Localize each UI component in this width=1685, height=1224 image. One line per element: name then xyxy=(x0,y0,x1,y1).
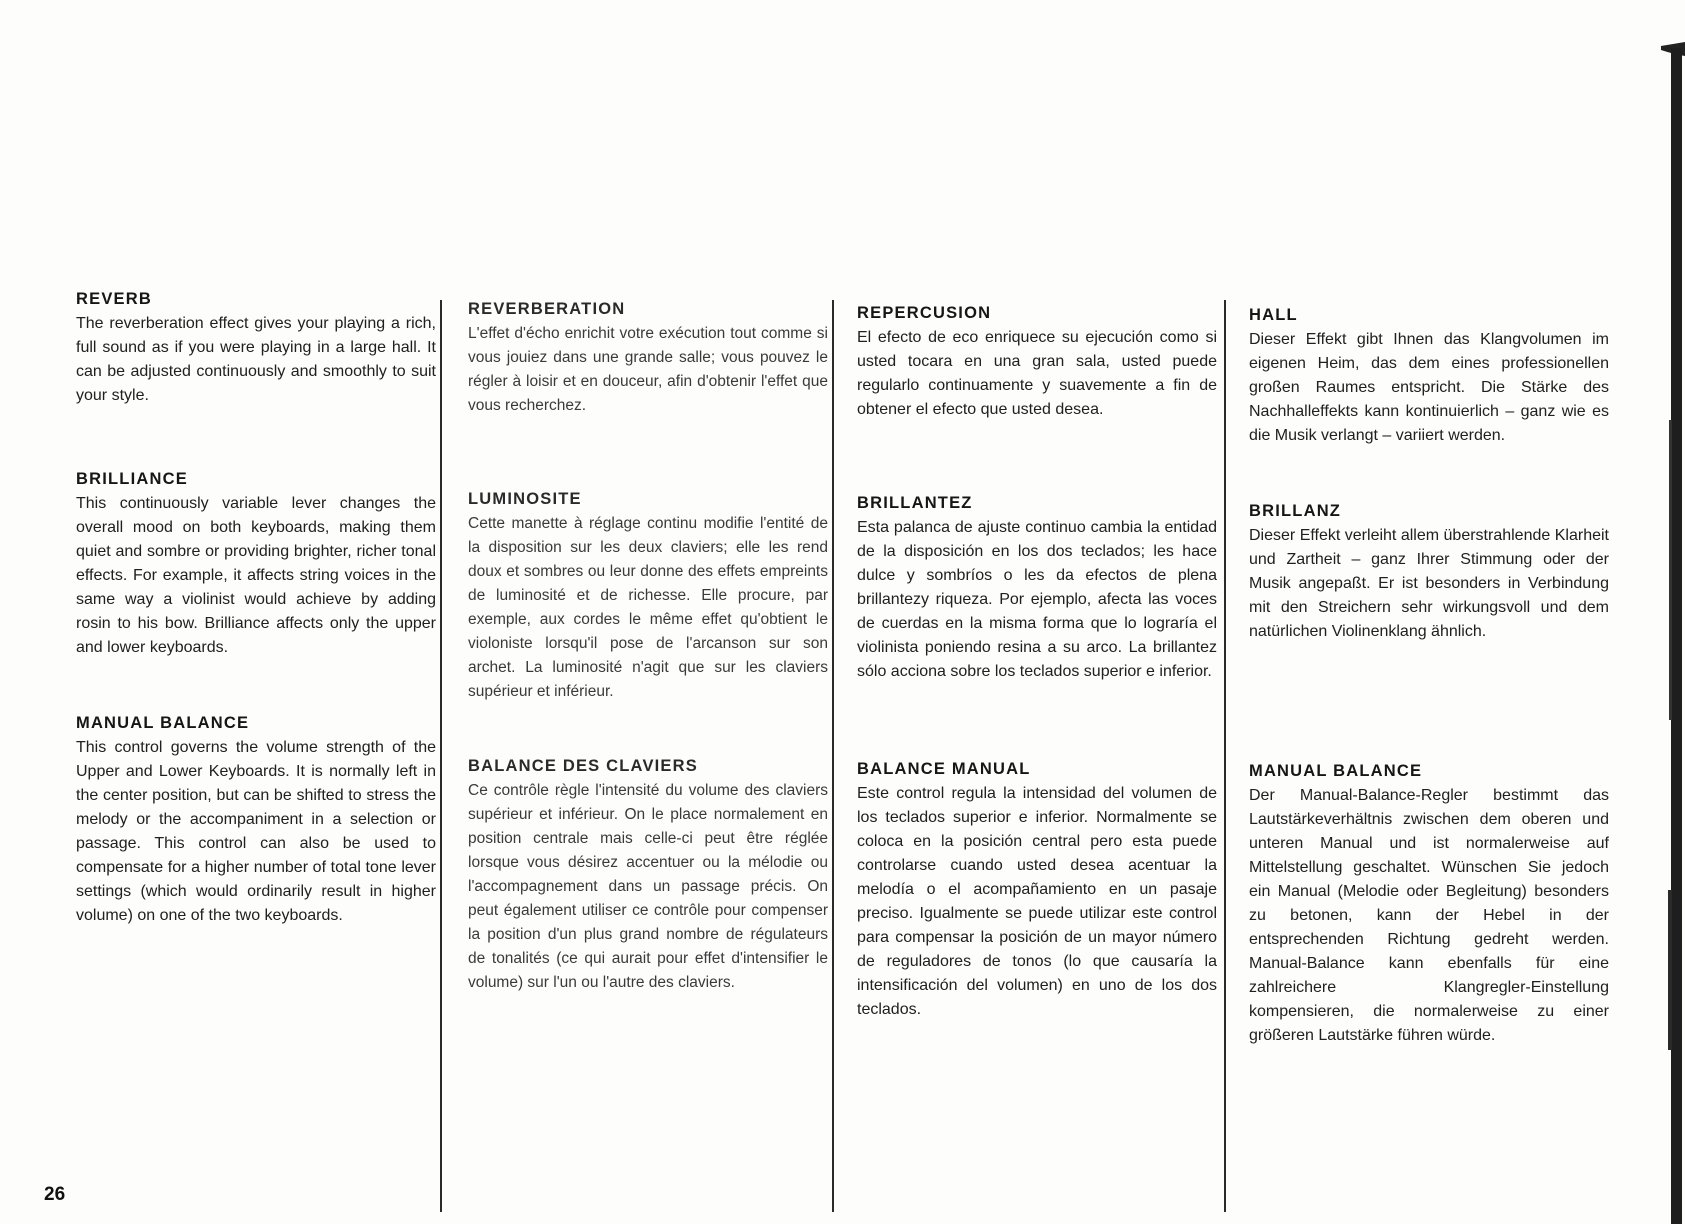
section-heading: BALANCE DES CLAVIERS xyxy=(468,757,698,775)
section-text: Dieser Effekt gibt Ihnen das Klangvolumen im eigenen Heim, das dem eines professionellen großen Raumes entspricht. Die Stärke des Nachhalleffekts kann kontinuierlich – ganz wie es die Musik verlangt – variiert werden. xyxy=(1249,331,1609,444)
section-text: This control governs the volume strength of the Upper and Lower Keyboards. It is normally left in the center position, but can be shifted to stress the melody or the accompaniment in a selection or passage. This control can also be used to compensate for a higher number of total tone lever settings (which would ordinarily result in higher volume) on one of the two keyboards. xyxy=(76,739,436,924)
section-heading: MANUAL BALANCE xyxy=(1249,762,1423,780)
section-brilliance xyxy=(1249,502,1609,644)
column-divider xyxy=(440,300,442,1212)
column-divider xyxy=(1224,300,1226,1212)
page-binding-edge xyxy=(1661,40,1685,1224)
section-reverb xyxy=(1249,306,1609,448)
section-text: Cette manette à réglage continu modifie l'entité de la disposition sur les deux claviers; elle les rend doux et sombres ou leur donne des effets empreints de luminosité et de richesse. Elle procure, par exemple, aux cordes le même effet qu'obtient le violoniste lorsqu'il pose de l'arcanson sur son archet. La luminosité n'agit que sur les claviers supérieur et inférieur. xyxy=(468,515,828,700)
section-reverb xyxy=(857,304,1217,422)
section-text: Este control regula la intensidad del volumen de los teclados superior e inferior. Normalmente se coloca en la posición central pero esta puede controlarse cuando usted desea acentuar la melodía o el acompañamiento en un pasaje preciso. Igualmente se puede utilizar este control para compensar la posición de un mayor número de reguladores de tonos (lo que causaría la intensificación del volumen) en uno de los dos teclados. xyxy=(857,785,1217,1018)
section-heading: HALL xyxy=(1249,306,1298,324)
section-brilliance xyxy=(76,470,436,660)
section-reverb xyxy=(468,300,828,418)
section-text: Esta palanca de ajuste continuo cambia la entidad de la disposición en los dos teclados; les hace dulce y sombríos o les da efectos de plena brillantezy riqueza. Por ejemplo, afecta las voces de cuerdas en la misma forma que lo lograría el violinista poniendo resina a su arco. La brillantez sólo acciona sobre los teclados superior e inferior. xyxy=(857,519,1217,680)
section-manual-balance xyxy=(76,714,436,928)
section-text: Der Manual-Balance-Regler bestimmt das Lautstärkeverhältnis zwischen dem oberen und unteren Manual und ist normalerweise auf Mittelstellung geschaltet. Wünschen Sie jedoch ein Manual (Melodie oder Begleitung) besonders zu betonen, kann der Hebel in der entsprechenden Richtung gedreht werden. Manual-Balance kann ebenfalls für eine zahlreichere Klangregler-Einstellung kompensieren, die normalerweise zu einer größeren Lautstärke führen würde. xyxy=(1249,787,1609,1044)
section-brilliance xyxy=(468,490,828,704)
section-reverb xyxy=(76,290,436,408)
section-text: Dieser Effekt verleiht allem überstrahlende Klarheit und Zartheit – ganz Ihrer Stimmung oder der Musik angepaßt. Er ist besonders in Verbindung mit den Streichern sehr wirkungsvoll und dem natürlichen Violinenklang ähnlich. xyxy=(1249,527,1609,640)
section-heading: MANUAL BALANCE xyxy=(76,714,250,732)
column-divider xyxy=(832,300,834,1212)
section-text: Ce contrôle règle l'intensité du volume des claviers supérieur et inférieur. On le place normalement en position centrale mais celle-ci peut être réglée lorsque vous désirez accentuer ou la mélodie ou l'accompagnement dans un passage précis. On peut également utiliser ce contrôle pour compenser la position d'un plus grand nombre de régulateurs de tonalités (ce qui aurait pour effet d'intensifier le volume) sur l'un ou l'autre des claviers. xyxy=(468,782,828,991)
section-brilliance xyxy=(857,494,1217,684)
section-text: The reverberation effect gives your playing a rich, full sound as if you were playing in a large hall. It can be adjusted continuously and smoothly to suit your style. xyxy=(76,315,436,404)
section-heading: REVERB xyxy=(76,290,152,308)
section-manual-balance xyxy=(1249,762,1609,1048)
section-manual-balance xyxy=(468,757,828,995)
page-number: 26 xyxy=(44,1184,66,1205)
section-heading: BRILLIANCE xyxy=(76,470,188,488)
section-heading: BRILLANZ xyxy=(1249,502,1342,520)
section-heading: LUMINOSITE xyxy=(468,490,582,508)
section-text: L'effet d'écho enrichit votre exécution tout comme si vous jouiez dans une grande salle; vous pouvez le régler à loisir et en douceur, afin d'obtenir l'effet que vous recherchez. xyxy=(468,325,828,414)
section-heading: BALANCE MANUAL xyxy=(857,760,1031,778)
section-heading: BRILLANTEZ xyxy=(857,494,973,512)
section-manual-balance xyxy=(857,760,1217,1022)
section-heading: REPERCUSION xyxy=(857,304,992,322)
section-text: El efecto de eco enriquece su ejecución como si usted tocara en una gran sala, usted puede regularlo continuamente y suavemente a fin de obtener el efecto que usted desea. xyxy=(857,329,1217,418)
section-heading: REVERBERATION xyxy=(468,300,626,318)
section-text: This continuously variable lever changes the overall mood on both keyboards, making them quiet and sombre or providing brighter, richer tonal effects. For example, it affects string voices in the same way a violinist would achieve by adding rosin to his bow. Brilliance affects only the upper and lower keyboards. xyxy=(76,495,436,656)
